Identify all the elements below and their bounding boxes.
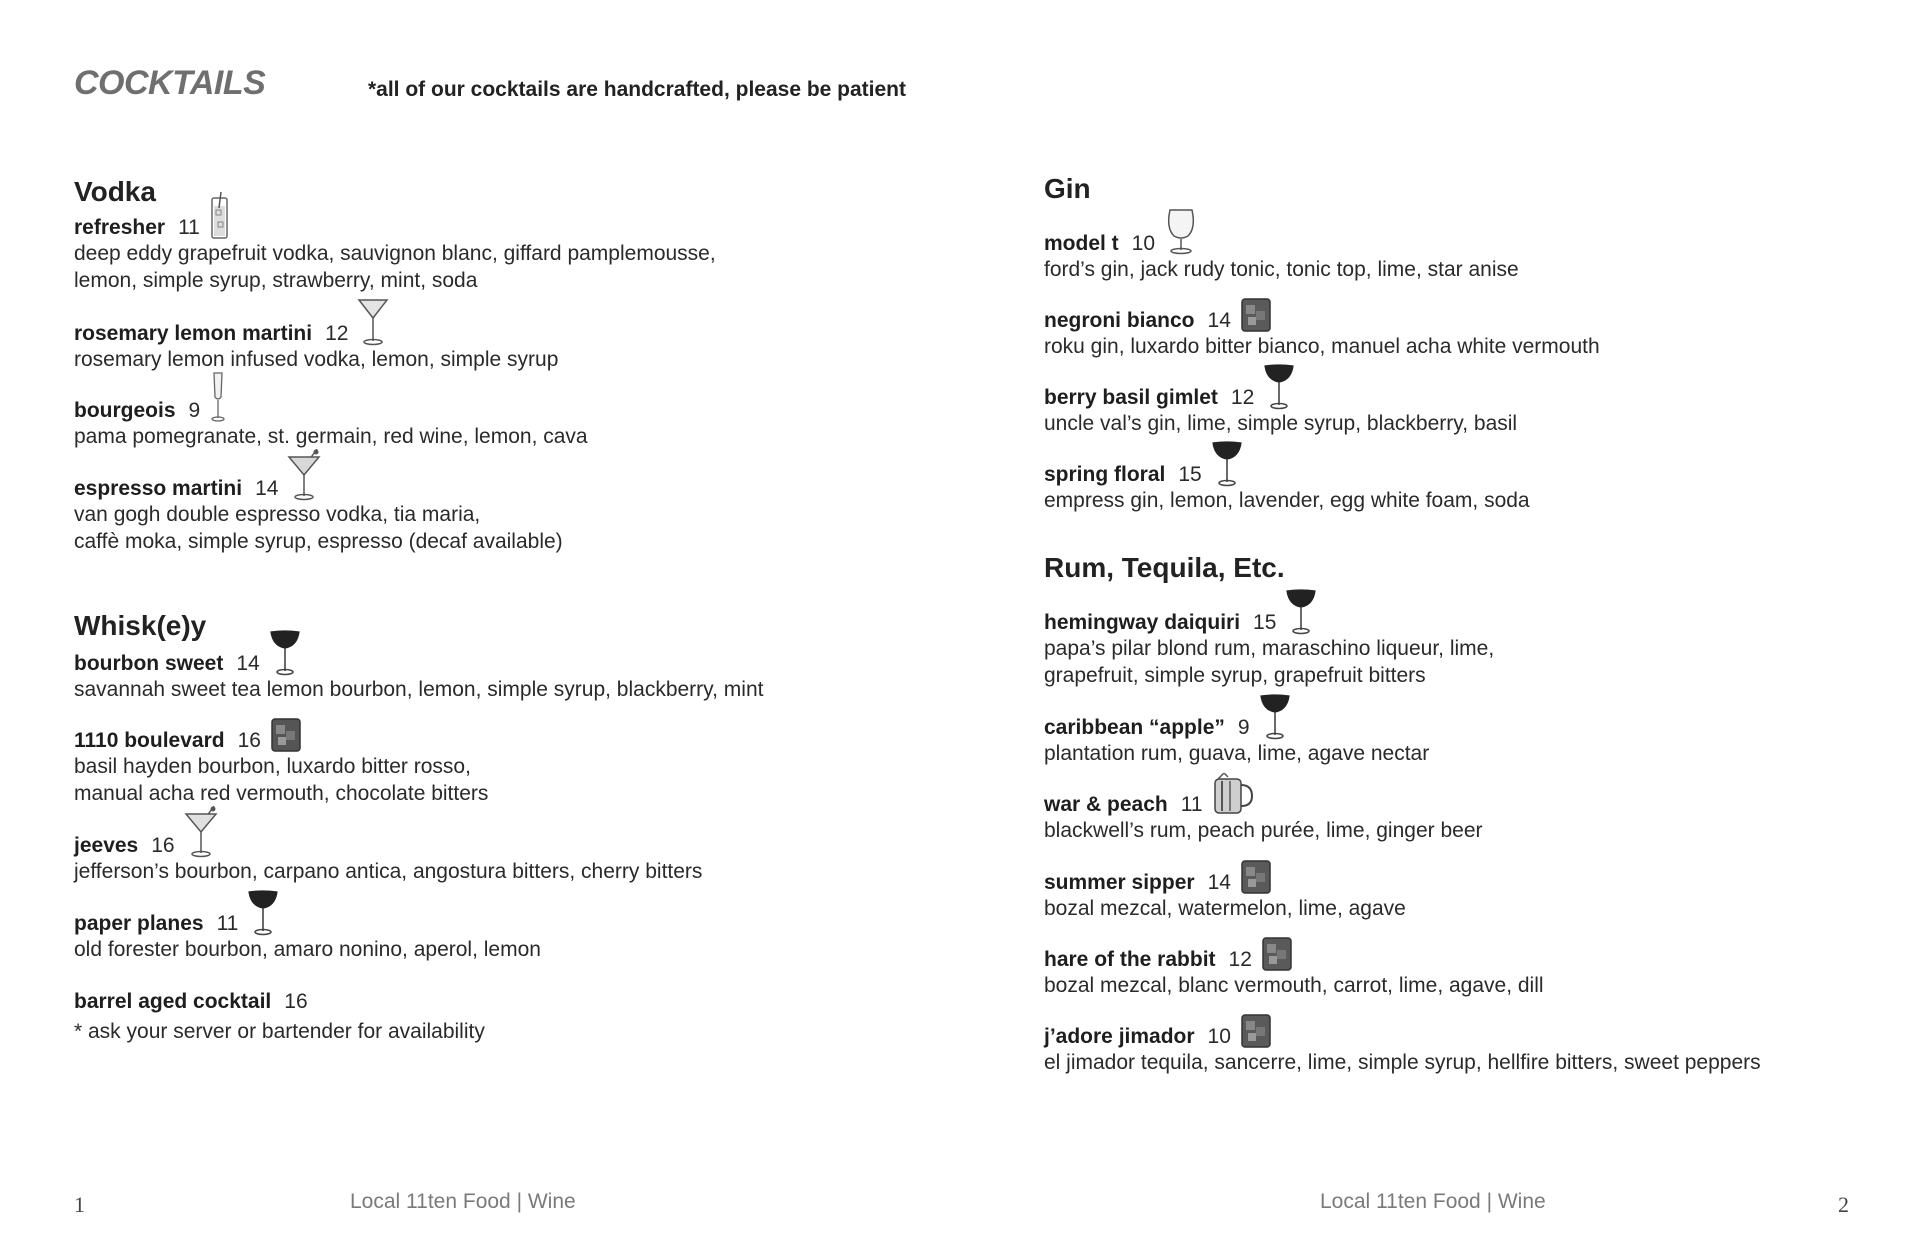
martini-glass-icon [287,449,321,501]
section-heading-vodka: Vodka [74,176,156,207]
section-heading-rum-tequila: Rum, Tequila, Etc. [1044,552,1285,583]
item-price: 16 [237,729,261,752]
rocks-glass-icon [1240,859,1272,895]
item-name: summer sipper [1044,871,1195,894]
rocks-glass-icon [1240,1013,1272,1049]
item-name: espresso martini [74,477,243,500]
item-name: paper planes [74,912,204,935]
rocks-glass-icon [270,717,302,753]
martini-glass-icon [184,806,218,858]
item-description: ford’s gin, jack rudy tonic, tonic top, lime, star anise [1044,258,1519,281]
martini-glass-icon [357,296,389,346]
coupe-glass-icon [269,628,301,676]
menu-item-hemingway-daiquiri [1044,607,1494,689]
handcrafted-note: *all of our cocktails are handcrafted, please be patient [368,78,907,101]
item-description: basil hayden bourbon, luxardo bitter rosso, [74,755,471,778]
menu-item-bourgeois [74,395,588,450]
item-price: 14 [255,477,279,500]
menu-item-spring-floral [1044,459,1530,514]
menu-item-jadore-jimador [1044,1021,1761,1076]
coupe-glass-icon [1211,439,1243,487]
item-name: hemingway daiquiri [1044,611,1241,634]
item-price: 9 [1237,716,1250,739]
page-number-left: 1 [74,1192,85,1217]
item-price: 12 [1230,386,1255,409]
item-description: van gogh double espresso vodka, tia maria, [74,503,481,526]
item-description: empress gin, lemon, lavender, egg white foam, soda [1044,489,1530,512]
item-name: bourbon sweet [74,652,224,675]
coupe-glass-icon [1259,692,1291,740]
item-name: war & peach [1044,793,1168,816]
coupe-glass-icon [1263,362,1295,410]
item-description: * ask your server or bartender for availability [74,1020,485,1043]
item-description: pama pomegranate, st. germain, red wine, lemon, cava [74,425,588,448]
item-price: 16 [151,834,175,857]
menu-item-espresso-martini [74,473,563,555]
item-description: jefferson’s bourbon, carpano antica, angostura bitters, cherry bitters [74,860,703,883]
item-price: 12 [1228,948,1252,971]
menu-item-berry-basil-gimlet [1044,382,1517,437]
item-name: refresher [74,216,166,239]
item-price: 12 [325,322,349,345]
menu-item-bourbon-sweet [74,648,763,703]
item-description: manual acha red vermouth, chocolate bitters [74,782,489,805]
item-description: grapefruit, simple syrup, grapefruit bitters [1044,664,1426,687]
item-price: 14 [236,652,260,675]
menu-item-barrel-aged-cocktail [74,986,485,1045]
item-price: 10 [1207,1025,1231,1048]
item-price: 15 [1253,611,1277,634]
section-heading-whiskey: Whisk(e)y [74,610,207,641]
item-price: 14 [1207,871,1231,894]
item-name: barrel aged cocktail [74,990,272,1013]
item-name: spring floral [1044,463,1166,486]
item-description: caffè moka, simple syrup, espresso (decaf available) [74,530,563,553]
balloon-glass-icon [1164,208,1198,256]
item-price: 10 [1131,232,1156,255]
item-name: negroni bianco [1044,309,1195,332]
menu-item-paper-planes [74,908,541,963]
menu-item-1110-boulevard [74,725,488,807]
item-price: 15 [1178,463,1202,486]
item-name: model t [1044,232,1119,255]
page-number-right: 2 [1838,1192,1849,1217]
item-price: 16 [284,990,308,1013]
item-description: lemon, simple syrup, strawberry, mint, soda [74,269,478,292]
item-name: jeeves [74,834,139,857]
copper-mug-icon [1212,773,1254,817]
menu-item-negroni-bianco [1044,305,1600,360]
item-description: bozal mezcal, blanc vermouth, carrot, lime, agave, dill [1044,974,1544,997]
footer-brand-left: Local 11ten Food | Wine [350,1190,576,1213]
item-price: 9 [188,399,201,422]
menu-item-rosemary-lemon-martini [74,318,558,373]
item-name: bourgeois [74,399,176,422]
menu-item-jeeves [74,830,702,885]
champagne-flute-icon [209,371,227,423]
item-description: uncle val’s gin, lime, simple syrup, blackberry, basil [1044,412,1518,435]
item-description: papa’s pilar blond rum, maraschino liqueur, lime, [1044,637,1495,660]
menu-item-caribbean-apple [1044,712,1429,767]
item-description: blackwell’s rum, peach purée, lime, ginger beer [1044,819,1483,842]
page-title: COCKTAILS [74,64,266,102]
item-name: rosemary lemon martini [74,322,313,345]
item-name: berry basil gimlet [1044,386,1218,409]
item-name: j’adore jimador [1044,1025,1195,1048]
item-description: rosemary lemon infused vodka, lemon, simple syrup [74,348,559,371]
item-name: caribbean “apple” [1044,716,1225,739]
highball-glass-icon [209,192,231,240]
rocks-glass-icon [1261,936,1293,972]
item-description: savannah sweet tea lemon bourbon, lemon, simple syrup, blackberry, mint [74,678,764,701]
item-name: hare of the rabbit [1044,948,1216,971]
item-description: plantation rum, guava, lime, agave nectar [1044,742,1430,765]
menu-item-war-and-peach [1044,789,1483,844]
menu-item-hare-of-the-rabbit [1044,944,1544,999]
menu-item-summer-sipper [1044,867,1406,922]
item-price: 11 [1180,793,1203,816]
item-description: el jimador tequila, sancerre, lime, simple syrup, hellfire bitters, sweet peppers [1044,1051,1761,1074]
coupe-glass-icon [1285,587,1317,635]
item-price: 14 [1207,309,1231,332]
item-price: 11 [178,216,200,239]
item-description: deep eddy grapefruit vodka, sauvignon blanc, giffard pamplemousse, [74,242,716,265]
footer-brand-right: Local 11ten Food | Wine [1320,1190,1546,1213]
item-description: roku gin, luxardo bitter bianco, manuel acha white vermouth [1044,335,1600,358]
item-price: 11 [216,912,239,935]
item-description: bozal mezcal, watermelon, lime, agave [1044,897,1406,920]
section-heading-gin: Gin [1044,173,1091,204]
item-name: 1110 boulevard [74,729,225,752]
menu-item-refresher [74,212,716,294]
coupe-glass-icon [247,888,279,936]
rocks-glass-icon [1240,297,1272,333]
item-description: old forester bourbon, amaro nonino, aperol, lemon [74,938,541,961]
menu-item-model-t [1044,228,1519,283]
